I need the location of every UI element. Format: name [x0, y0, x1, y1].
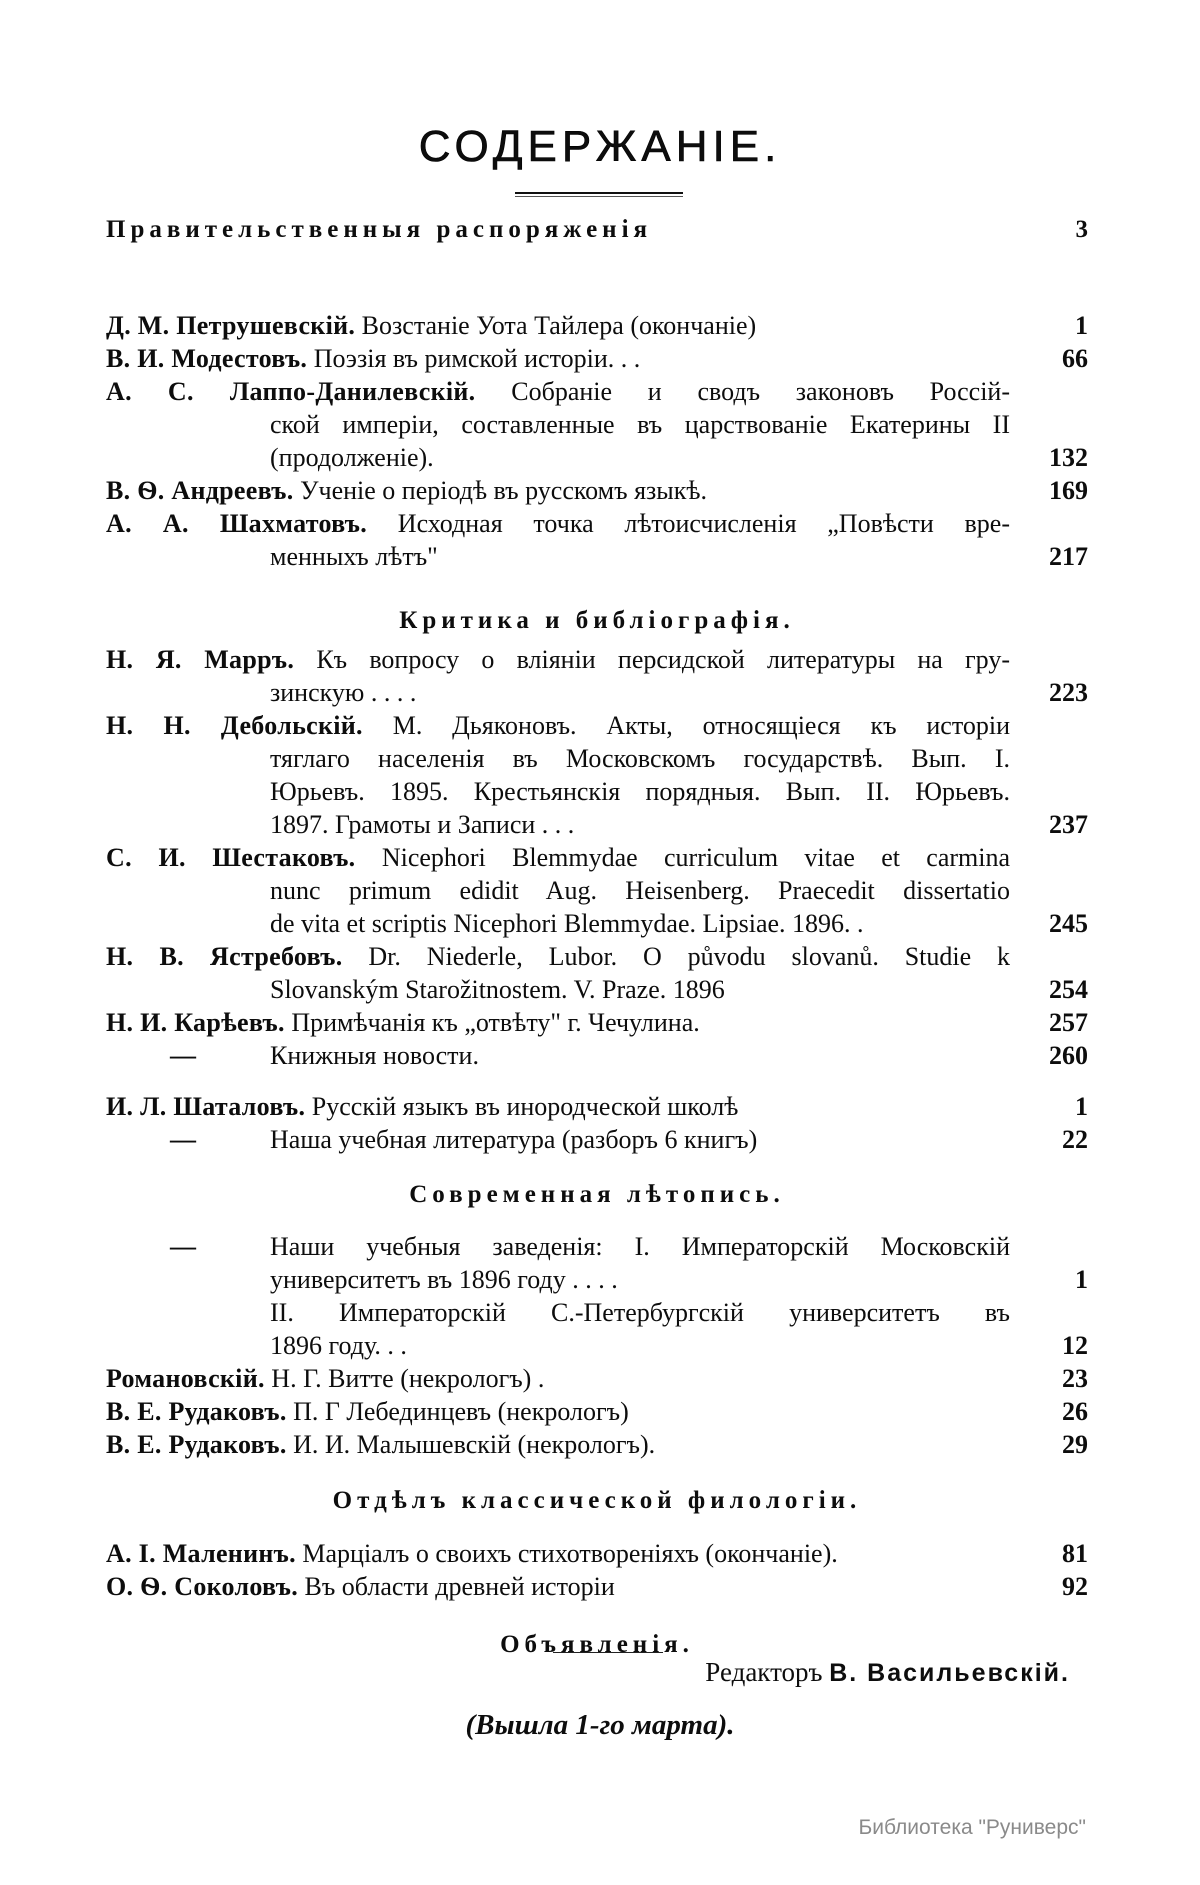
- entry-author: Романовскій.: [106, 1364, 265, 1393]
- entry-text: [270, 907, 1010, 940]
- entry-title: Поэзія въ римской исторіи. . .: [313, 344, 641, 373]
- entry-text: [106, 1006, 1010, 1039]
- entry-line: [106, 441, 1088, 474]
- entry-title: Н. Г. Витте (некрологъ) .: [271, 1364, 545, 1393]
- page-number: 132: [1049, 443, 1088, 472]
- entry-text: [270, 676, 1010, 709]
- entry-title: Примѣчанія къ „отвѣту" г. Чечулина.: [291, 1008, 700, 1037]
- toc-entry[interactable]: [106, 1006, 1088, 1039]
- page-number: 3: [1075, 216, 1088, 243]
- toc-entry[interactable]: [106, 1039, 1088, 1072]
- page-title: СОДЕРЖАНІЕ.: [418, 122, 782, 171]
- entry-title: Dr. Niederle, Lubor. O původu slovanů. Studie k: [368, 942, 1010, 971]
- entry-author: С. И. Шестаковъ.: [106, 843, 356, 872]
- toc-entry[interactable]: [106, 1428, 1088, 1461]
- entry-text: [106, 643, 1010, 676]
- toc-entry[interactable]: [106, 1123, 1088, 1156]
- entry-line: [106, 1570, 1088, 1603]
- entry-title: (продолженіе).: [270, 443, 434, 472]
- entry-text: [270, 742, 1010, 775]
- entry-author: Н. Я. Марръ.: [106, 645, 295, 674]
- entry-author: В. И. Модестовъ.: [106, 344, 308, 373]
- entry-line: [106, 1395, 1088, 1428]
- entry-title: nunc primum edidit Aug. Heisenberg. Praecedit dissertatio: [270, 876, 1010, 905]
- entry-line: [106, 342, 1088, 375]
- entry-title: Ученіе о періодѣ въ русскомъ языкѣ.: [300, 476, 708, 505]
- toc-section: [106, 604, 1088, 1072]
- table-of-contents: [106, 213, 1088, 1661]
- entry-author: О. Ѳ. Соколовъ.: [106, 1572, 299, 1601]
- entry-text: [106, 375, 1010, 408]
- entry-title: И. И. Малышевскій (некрологъ).: [293, 1430, 656, 1459]
- page-number: 260: [1049, 1041, 1088, 1070]
- entry-line: [106, 973, 1088, 1006]
- dash-mark: —: [170, 1232, 196, 1261]
- entry-text: [270, 408, 1010, 441]
- toc-entry[interactable]: [106, 643, 1088, 709]
- entry-line: [106, 507, 1088, 540]
- entry-title: университетъ въ 1896 году . . . .: [270, 1265, 618, 1294]
- section-entries: [106, 1537, 1088, 1603]
- entry-line: [106, 742, 1088, 775]
- page-number: 1: [1075, 1092, 1088, 1121]
- page-number: 245: [1049, 909, 1088, 938]
- entry-text: [106, 474, 1010, 507]
- dash-mark: —: [170, 1041, 196, 1070]
- entry-title: Исходная точка лѣтоисчисленія „Повѣсти вре-: [397, 509, 1010, 538]
- toc-entry[interactable]: [106, 1395, 1088, 1428]
- entry-title: 1897. Грамоты и Записи . . .: [270, 810, 575, 839]
- entry-text: [106, 1090, 1010, 1123]
- section-heading-text: Объявленія.: [500, 1631, 694, 1658]
- entry-text: [106, 709, 1010, 742]
- entry-text: [106, 342, 1010, 375]
- entry-text: [270, 1296, 1010, 1329]
- entry-text: [106, 1537, 1010, 1570]
- library-watermark: Библиотека "Руниверс": [858, 1816, 1086, 1839]
- entry-text: [270, 775, 1010, 808]
- entry-author: В. Е. Рудаковъ.: [106, 1430, 287, 1459]
- entry-title: Наша учебная литература (разборъ 6 книгъ): [270, 1125, 758, 1154]
- entry-title: Къ вопросу о вліяніи персидской литературы на гру-: [316, 645, 1010, 674]
- entry-line: [106, 1362, 1088, 1395]
- toc-entry[interactable]: [106, 709, 1088, 841]
- section-entries: [106, 1090, 1088, 1156]
- entry-line: [106, 408, 1088, 441]
- entry-author: И. Л. Шаталовъ.: [106, 1092, 306, 1121]
- entry-line: [106, 1537, 1088, 1570]
- entry-text: [270, 1039, 1010, 1072]
- entry-author: А. I. Маленинъ.: [106, 1539, 296, 1568]
- editor-name: В. Васильевскій.: [829, 1659, 1070, 1687]
- entry-line: [106, 643, 1088, 676]
- entry-line: [106, 709, 1088, 742]
- entry-author: А. А. Шахматовъ.: [106, 509, 368, 538]
- page-number: 12: [1062, 1331, 1088, 1360]
- entry-line: [106, 907, 1088, 940]
- entry-title: 1896 году. . .: [270, 1331, 407, 1360]
- page-number: 66: [1062, 344, 1088, 373]
- entry-text: [270, 1329, 1010, 1362]
- section-heading-text: Современная лѣтопись.: [409, 1181, 785, 1208]
- page-number: 217: [1049, 542, 1088, 571]
- entry-title: Наши учебныя заведенія: I. Императорскій Московскій: [270, 1232, 1010, 1261]
- editor-label: Редакторъ: [705, 1657, 823, 1687]
- section-heading: [106, 1178, 1088, 1211]
- page-number: 92: [1062, 1572, 1088, 1601]
- entry-line: [106, 874, 1088, 907]
- toc-entry[interactable]: [106, 474, 1088, 507]
- toc-entry[interactable]: [106, 1537, 1088, 1570]
- entry-title: Марціалъ о своихъ стихотвореніяхъ (окончаніе).: [302, 1539, 838, 1568]
- toc-entry[interactable]: [106, 1570, 1088, 1603]
- entry-text: [106, 1570, 1010, 1603]
- entry-title: Въ области древней исторіи: [304, 1572, 615, 1601]
- entry-title: тяглаго населенія въ Московскомъ государствѣ. Вып. I.: [270, 744, 1010, 773]
- entry-line: [106, 375, 1088, 408]
- entry-title: de vita et scriptis Nicephori Blemmydae. Lipsiae. 1896. .: [270, 909, 864, 938]
- entry-text: [270, 973, 1010, 1006]
- entry-line: [106, 540, 1088, 573]
- toc-entry[interactable]: [106, 841, 1088, 940]
- entry-line: [106, 1263, 1088, 1296]
- page-number: 257: [1049, 1008, 1088, 1037]
- entry-text: [106, 841, 1010, 874]
- entry-author: Н. Н. Дебольскій.: [106, 711, 363, 740]
- entry-text: [270, 1263, 1010, 1296]
- entry-line: [106, 841, 1088, 874]
- toc-entry[interactable]: [106, 309, 1088, 342]
- section-entries: [106, 309, 1088, 573]
- toc-entry[interactable]: [106, 342, 1088, 375]
- editor-credit: [0, 1656, 1070, 1690]
- entry-author: В. Ѳ. Андреевъ.: [106, 476, 294, 505]
- entry-author: А. С. Лаппо-Данилевскій.: [106, 377, 476, 406]
- page-number: 23: [1062, 1364, 1088, 1393]
- page-number: 1: [1075, 311, 1088, 340]
- page-number: 169: [1049, 476, 1088, 505]
- dash-mark: —: [170, 1125, 196, 1154]
- entry-title: II. Императорскій С.-Петербургскій университетъ въ: [270, 1298, 1010, 1327]
- entry-text: [270, 808, 1010, 841]
- entry-text: [106, 309, 1010, 342]
- entry-text: [270, 874, 1010, 907]
- toc-entry[interactable]: [106, 940, 1088, 1006]
- entry-line: [106, 1039, 1088, 1072]
- toc-entry[interactable]: [106, 375, 1088, 474]
- section-heading: [106, 604, 1088, 637]
- entry-title: П. Г Лебединцевъ (некрологъ): [293, 1397, 629, 1426]
- section-entries: [106, 643, 1088, 1072]
- entry-text: [106, 940, 1010, 973]
- entry-text: [270, 540, 1010, 573]
- entry-title: М. Дьяконовъ. Акты, относящіеся къ исторіи: [392, 711, 1010, 740]
- entry-line: [106, 676, 1088, 709]
- entry-line: [106, 808, 1088, 841]
- entry-line: [106, 940, 1088, 973]
- section-heading-text: Критика и библіографія.: [399, 607, 795, 634]
- section-heading: [106, 1484, 1088, 1517]
- entry-text: [270, 441, 1010, 474]
- toc-entry[interactable]: [106, 1362, 1088, 1395]
- entry-author: Н. В. Ястребовъ.: [106, 942, 343, 971]
- entry-title: Юрьевъ. 1895. Крестьянскія порядныя. Вып. II. Юрьевъ.: [270, 777, 1010, 806]
- issue-date: (Вышла 1-го марта).: [465, 1709, 735, 1741]
- toc-section: [106, 309, 1088, 573]
- section-heading: [106, 213, 1088, 246]
- entry-line: [106, 474, 1088, 507]
- entry-line: [106, 1230, 1088, 1263]
- page-number: 237: [1049, 810, 1088, 839]
- entry-title: ской имперіи, составленные въ царствованіе Екатерины II: [270, 410, 1010, 439]
- page-number: 254: [1049, 975, 1088, 1004]
- section-entries: [106, 1230, 1088, 1461]
- toc-section: [106, 1090, 1088, 1156]
- entry-title: Slovanským Starožitnostem. V. Praze. 1896: [270, 975, 725, 1004]
- page-number: 26: [1062, 1397, 1088, 1426]
- entry-title: зинскую . . . .: [270, 678, 417, 707]
- toc-entry[interactable]: [106, 1090, 1088, 1123]
- toc-entry[interactable]: [106, 507, 1088, 573]
- entry-text: [106, 1395, 1010, 1428]
- toc-section: [106, 1484, 1088, 1603]
- entry-title: Русскій языкъ въ инородческой школѣ: [311, 1092, 739, 1121]
- toc-section: [106, 213, 1088, 246]
- page-number: 81: [1062, 1539, 1088, 1568]
- page-number: 29: [1062, 1430, 1088, 1459]
- page-number: 22: [1062, 1125, 1088, 1154]
- section-heading-text: Правительственныя распоряженія: [106, 216, 653, 243]
- entry-line: [106, 309, 1088, 342]
- title-divider: [515, 192, 683, 197]
- page-number: 223: [1049, 678, 1088, 707]
- footer-divider: [553, 1652, 663, 1653]
- toc-section: [106, 1178, 1088, 1461]
- entry-line: [106, 1428, 1088, 1461]
- entry-text: [106, 507, 1010, 540]
- entry-author: Д. М. Петрушевскій.: [106, 311, 356, 340]
- entry-author: Н. И. Карѣевъ.: [106, 1008, 285, 1037]
- entry-line: [106, 1329, 1088, 1362]
- entry-title: менныхъ лѣтъ": [270, 542, 438, 571]
- entry-line: [106, 1006, 1088, 1039]
- entry-title: Возстаніе Уота Тайлера (окончаніе): [361, 311, 757, 340]
- entry-text: [270, 1230, 1010, 1263]
- entry-title: Nicephori Blemmydae curriculum vitae et carmina: [381, 843, 1010, 872]
- entry-text: [106, 1362, 1010, 1395]
- entry-text: [106, 1428, 1010, 1461]
- page-number: 1: [1075, 1265, 1088, 1294]
- entry-title: Книжныя новости.: [270, 1041, 479, 1070]
- entry-line: [106, 1296, 1088, 1329]
- entry-author: В. Е. Рудаковъ.: [106, 1397, 287, 1426]
- section-heading-text: Отдѣлъ классической филологіи.: [332, 1487, 862, 1514]
- entry-line: [106, 1123, 1088, 1156]
- entry-line: [106, 775, 1088, 808]
- toc-entry[interactable]: [106, 1230, 1088, 1296]
- entry-title: Собраніе и сводъ законовъ Россій-: [511, 377, 1010, 406]
- entry-line: [106, 1090, 1088, 1123]
- entry-text: [270, 1123, 1010, 1156]
- toc-entry[interactable]: [106, 1296, 1088, 1362]
